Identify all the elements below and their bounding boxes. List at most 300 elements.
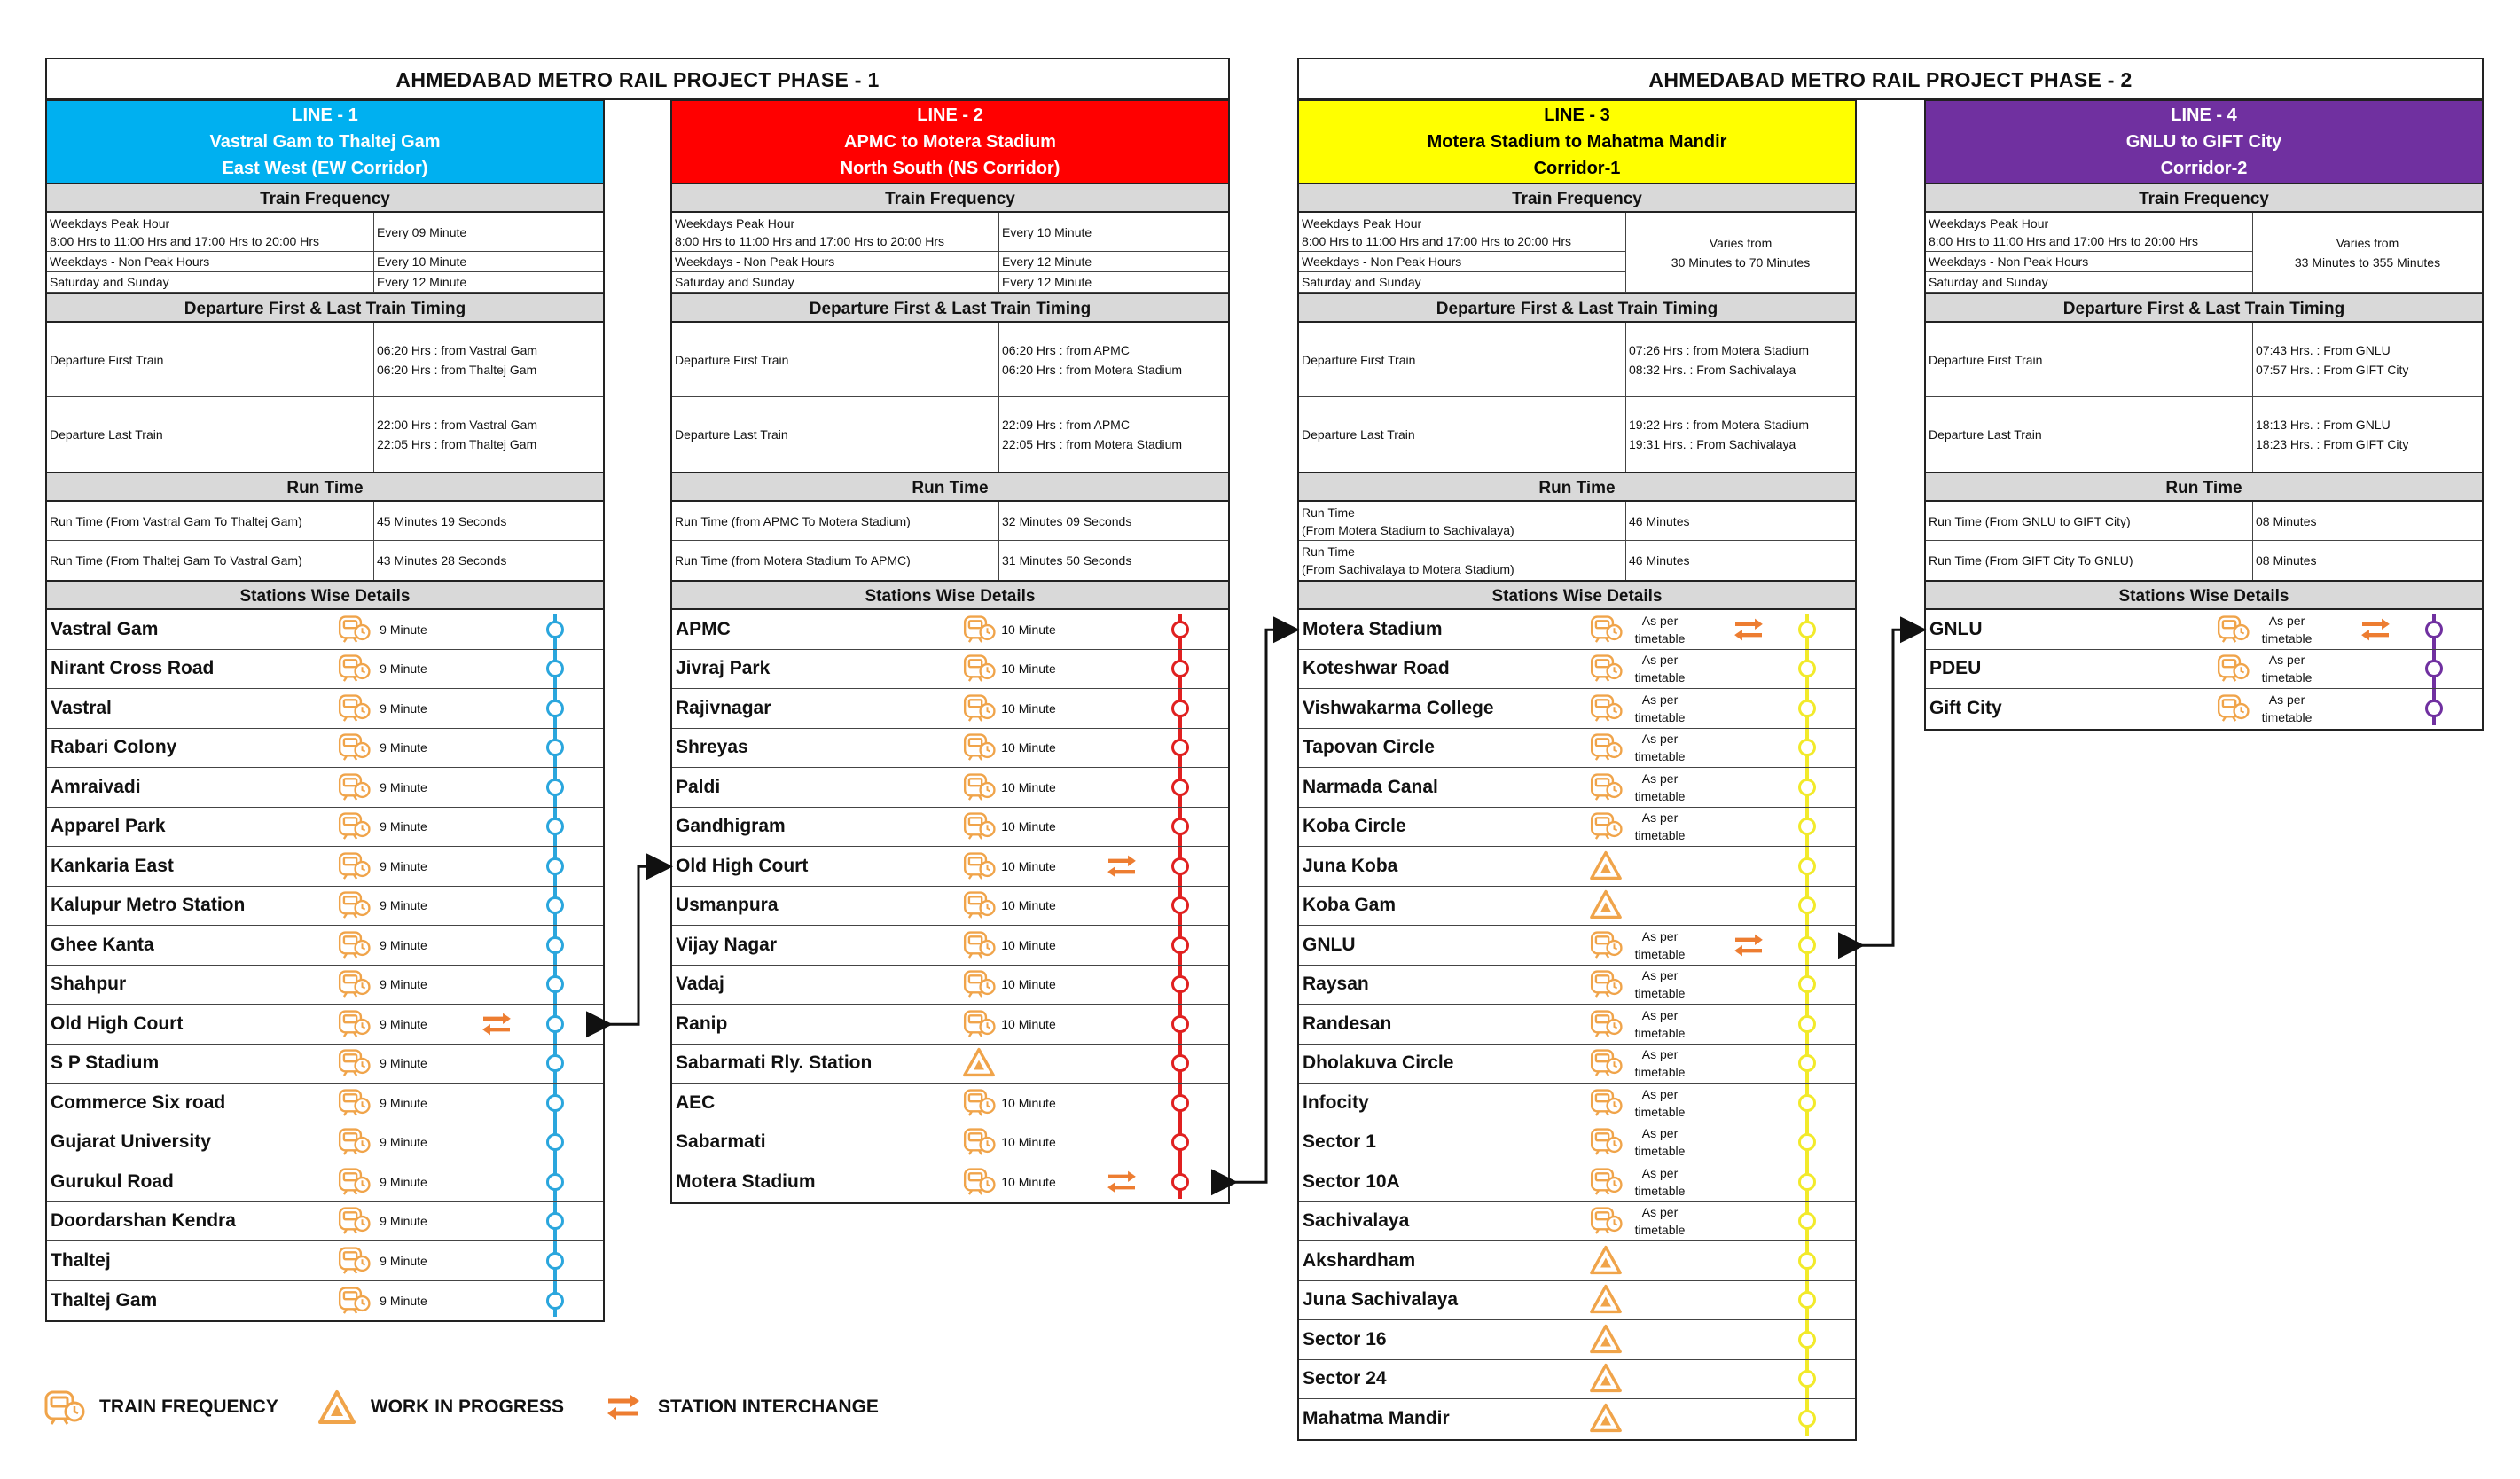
station-frequency [364, 768, 443, 807]
station-frequency-line: As per [1641, 653, 1679, 668]
train-clock-icon [1589, 653, 1623, 683]
station-row[interactable] [1299, 650, 1855, 690]
station-frequency [989, 610, 1068, 649]
station-row[interactable] [1299, 1123, 1855, 1163]
station-name: Sabarmati [676, 1131, 766, 1153]
train-timing-table [47, 323, 603, 472]
station-row[interactable] [47, 1241, 603, 1281]
station-frequency-line: 10 Minute [1001, 977, 1056, 992]
interchange-arrows-icon [603, 1392, 644, 1422]
station-row[interactable] [47, 887, 603, 927]
peak-hour-label [1299, 213, 1625, 252]
line-card-line1 [45, 99, 605, 1322]
station-row[interactable] [1299, 1045, 1855, 1084]
run-time-label-line: Run Time (from Motera Stadium To APMC) [675, 553, 911, 567]
station-row[interactable] [47, 1202, 603, 1242]
station-list [47, 610, 603, 1320]
station-row[interactable] [672, 808, 1228, 848]
station-row[interactable] [47, 689, 603, 729]
nonpeak-label: Weekdays - Non Peak Hours [1299, 252, 1625, 272]
station-name: Apparel Park [51, 816, 166, 837]
first-train-time: 06:20 Hrs : from APMC [1002, 342, 1130, 357]
station-row[interactable] [1299, 610, 1855, 650]
run-time-label-line: Run Time (From GIFT City To GNLU) [1929, 553, 2133, 567]
station-row[interactable] [1299, 1241, 1855, 1281]
station-row[interactable] [672, 610, 1228, 650]
train-clock-icon [1589, 1205, 1623, 1235]
line-header-text: Motera Stadium to Mahatma Mandir [1427, 132, 1727, 152]
first-train-values [1625, 323, 1855, 397]
line-header [1926, 101, 2482, 183]
station-frequency [989, 808, 1068, 847]
station-frequency [364, 1241, 443, 1280]
station-frequency-line: timetable [1634, 946, 1686, 961]
run-time-header: Run Time [1926, 472, 2482, 502]
station-node [546, 1252, 564, 1270]
station-node [1798, 1133, 1816, 1151]
station-row[interactable] [672, 966, 1228, 1006]
train-clock-icon [1589, 929, 1623, 959]
train-frequency-header: Train Frequency [47, 183, 603, 213]
station-name: Amraivadi [51, 776, 141, 797]
station-row[interactable] [1299, 1281, 1855, 1321]
run-time-label-line: Run Time (From Thaltej Gam To Vastral Gam) [50, 553, 302, 567]
run-time-table [1299, 502, 1855, 580]
station-name: Sector 16 [1303, 1328, 1387, 1350]
station-name: Sector 1 [1303, 1131, 1376, 1153]
station-node [546, 1212, 564, 1230]
line-header-text: GNLU to GIFT City [2125, 132, 2282, 152]
run-time-value: 08 Minutes [2252, 502, 2482, 541]
station-name: Old High Court [51, 1013, 184, 1034]
station-row[interactable] [47, 1123, 603, 1163]
run-time-label-line: Run Time (from APMC To Motera Stadium) [675, 513, 911, 528]
station-row[interactable] [1299, 689, 1855, 729]
line-header-text: Corridor-1 [1533, 159, 1621, 178]
station-frequency-line: timetable [1634, 630, 1686, 646]
station-row[interactable] [672, 650, 1228, 690]
station-frequency-line: As per [1641, 1165, 1679, 1180]
station-frequency-line: As per [1641, 1047, 1679, 1062]
station-frequency-line: 10 Minute [1001, 740, 1056, 755]
station-node [1171, 1094, 1189, 1112]
station-frequency [989, 926, 1068, 965]
station-status [1589, 1403, 1623, 1435]
last-train-time: 19:31 Hrs. : From Sachivalaya [1629, 437, 1796, 451]
station-interchange[interactable] [1102, 1169, 1141, 1195]
station-frequency-line: 9 Minute [380, 740, 427, 755]
station-row[interactable] [47, 610, 603, 650]
station-row[interactable] [1926, 689, 2482, 729]
station-row[interactable] [47, 729, 603, 769]
peak-hours-label: 8:00 Hrs to 11:00 Hrs and 17:00 Hrs to 20:00 Hrs [1302, 233, 1572, 248]
first-train-time: 06:20 Hrs : from Vastral Gam [377, 342, 538, 357]
station-node [2425, 660, 2443, 677]
last-train-label: Departure Last Train [675, 427, 788, 442]
last-train-time: 22:00 Hrs : from Vastral Gam [377, 418, 538, 432]
station-name: Vadaj [676, 974, 724, 995]
legend-item-wip [317, 1389, 564, 1425]
station-row[interactable] [47, 808, 603, 848]
frequency-merged-value [1625, 213, 1855, 293]
station-frequency [1624, 1045, 1695, 1084]
station-frequency [364, 1123, 443, 1162]
station-name: Mahatma Mandir [1303, 1408, 1450, 1429]
station-row[interactable] [1926, 650, 2482, 690]
station-frequency-line: As per [1641, 732, 1679, 747]
station-list [672, 610, 1228, 1202]
train-clock-icon [1589, 1008, 1623, 1038]
station-node [1798, 1094, 1816, 1112]
station-frequency [364, 808, 443, 847]
station-row[interactable] [47, 768, 603, 808]
station-status [2216, 693, 2250, 724]
line-card-line2 [670, 99, 1230, 1204]
run-time-label [1926, 541, 2252, 580]
weekend-frequency-value: Every 12 Minute [998, 272, 1228, 293]
first-train-values [998, 323, 1228, 397]
station-frequency-line: timetable [1634, 1183, 1686, 1198]
station-row[interactable] [1299, 1084, 1855, 1123]
train-clock-icon [1589, 1166, 1623, 1196]
station-frequency [364, 1084, 443, 1123]
station-row[interactable] [672, 689, 1228, 729]
station-frequency [1624, 650, 1695, 689]
station-node [1171, 1054, 1189, 1072]
station-frequency [1624, 1005, 1695, 1044]
peak-label: Weekdays Peak Hour [50, 215, 170, 231]
station-name: Akshardham [1303, 1249, 1416, 1271]
station-node [1798, 739, 1816, 756]
stations-header: Stations Wise Details [1299, 580, 1855, 610]
peak-hour-label [1926, 213, 2252, 252]
run-time-table [672, 502, 1228, 580]
station-node [1798, 896, 1816, 914]
phase-1-title: AHMEDABAD METRO RAIL PROJECT PHASE - 1 [395, 68, 880, 91]
station-frequency-line: As per [1641, 810, 1679, 826]
station-name: Ghee Kanta [51, 934, 154, 955]
station-name: Gift City [1929, 698, 2002, 719]
station-node [1798, 818, 1816, 835]
station-row[interactable] [47, 1005, 603, 1045]
run-time-table [1926, 502, 2482, 580]
station-frequency [364, 1281, 443, 1321]
run-time-header: Run Time [672, 472, 1228, 502]
weekend-label: Saturday and Sunday [47, 272, 373, 293]
connector-gnlu [1859, 630, 1921, 945]
line-header [47, 101, 603, 183]
interchange-arrows-icon [1102, 853, 1141, 880]
station-frequency [364, 966, 443, 1005]
first-train-label: Departure First Train [672, 323, 998, 397]
station-status [1589, 1284, 1623, 1316]
station-row[interactable] [47, 1084, 603, 1123]
station-frequency-line: timetable [1634, 670, 1686, 685]
run-time-label [47, 502, 373, 541]
station-node [546, 700, 564, 717]
station-status [1589, 929, 1623, 961]
station-status [1589, 1087, 1623, 1119]
station-row[interactable] [47, 966, 603, 1006]
station-frequency [2251, 689, 2322, 729]
last-train-time: 18:13 Hrs. : From GNLU [2256, 418, 2391, 432]
run-time-label [672, 502, 998, 541]
station-name: Vastral [51, 697, 112, 718]
station-name: Sachivalaya [1303, 1210, 1410, 1232]
legend-item-interchange [603, 1392, 879, 1422]
station-list [1299, 610, 1855, 1439]
peak-frequency-value: Every 09 Minute [373, 213, 603, 252]
station-row[interactable] [672, 729, 1228, 769]
station-node [1798, 975, 1816, 993]
station-name: Gurukul Road [51, 1170, 174, 1192]
station-frequency-line: 9 Minute [380, 977, 427, 992]
station-name: Sabarmati Rly. Station [676, 1053, 873, 1074]
station-row[interactable] [672, 1162, 1228, 1202]
station-frequency-line: As per [1641, 1205, 1679, 1220]
weekend-label: Saturday and Sunday [1926, 272, 2252, 293]
station-frequency [989, 1084, 1068, 1123]
work-in-progress-icon [1589, 850, 1623, 880]
station-name: Koba Circle [1303, 816, 1406, 837]
station-row[interactable] [47, 1045, 603, 1084]
station-node [1798, 1370, 1816, 1388]
train-clock-icon [43, 1389, 85, 1426]
station-node [1798, 1410, 1816, 1428]
last-train-time: 22:05 Hrs : from Motera Stadium [1002, 437, 1183, 451]
station-node [1798, 857, 1816, 875]
station-frequency-line: 9 Minute [380, 898, 427, 913]
station-row[interactable] [1299, 1162, 1855, 1202]
frequency-merged-line: 33 Minutes to 355 Minutes [2294, 254, 2441, 270]
run-time-table [47, 502, 603, 580]
station-frequency [364, 650, 443, 689]
line-header [1299, 101, 1855, 183]
station-row[interactable] [1926, 610, 2482, 650]
interchange-arrows-icon [1729, 616, 1768, 643]
station-node [1798, 1173, 1816, 1191]
station-node [1798, 1331, 1816, 1349]
station-row[interactable] [47, 847, 603, 887]
work-in-progress-icon [1589, 1324, 1623, 1354]
train-frequency-table [1926, 213, 2482, 293]
run-time-label [47, 541, 373, 580]
station-row[interactable] [1299, 966, 1855, 1006]
first-train-time: 07:43 Hrs. : From GNLU [2256, 342, 2391, 357]
station-name: Narmada Canal [1303, 776, 1438, 797]
first-train-time: 06:20 Hrs : from Thaltej Gam [377, 362, 537, 377]
station-node [1171, 1173, 1189, 1191]
station-frequency-line: As per [1641, 928, 1679, 943]
last-train-values [998, 397, 1228, 472]
station-row[interactable] [672, 1045, 1228, 1084]
station-name: S P Stadium [51, 1053, 160, 1074]
station-name: Shahpur [51, 974, 127, 995]
train-frequency-table [47, 213, 603, 293]
stations-header: Stations Wise Details [672, 580, 1228, 610]
station-status [1589, 771, 1623, 803]
station-interchange[interactable] [1729, 932, 1768, 959]
station-node [1798, 1291, 1816, 1309]
station-frequency [989, 966, 1068, 1005]
station-row[interactable] [47, 926, 603, 966]
station-row[interactable] [672, 887, 1228, 927]
nonpeak-frequency-value: Every 10 Minute [373, 252, 603, 272]
station-status [1589, 1126, 1623, 1158]
train-clock-icon [1589, 1126, 1623, 1156]
station-frequency [989, 887, 1068, 926]
station-status [1589, 889, 1623, 921]
station-frequency [989, 1123, 1068, 1162]
station-frequency-line: timetable [1634, 1025, 1686, 1040]
station-node [1798, 621, 1816, 638]
station-frequency [989, 847, 1068, 886]
station-frequency-line: As per [1641, 968, 1679, 983]
station-row[interactable] [1299, 926, 1855, 966]
station-row[interactable] [1299, 847, 1855, 887]
connector-old-high-court [607, 866, 668, 1024]
station-frequency-line: 9 Minute [380, 1293, 427, 1308]
station-row[interactable] [672, 926, 1228, 966]
station-node [2425, 700, 2443, 717]
station-name: Gujarat University [51, 1131, 211, 1153]
line-card-line4 [1924, 99, 2484, 731]
nonpeak-frequency-value: Every 12 Minute [998, 252, 1228, 272]
station-node [546, 1292, 564, 1310]
train-timing-header: Departure First & Last Train Timing [672, 293, 1228, 323]
station-frequency [2251, 610, 2322, 649]
station-node [546, 1015, 564, 1033]
station-row[interactable] [672, 1084, 1228, 1123]
station-frequency [1624, 610, 1695, 649]
station-frequency-line: 10 Minute [1001, 937, 1056, 952]
station-row[interactable] [1299, 1320, 1855, 1360]
run-time-value: 32 Minutes 09 Seconds [998, 502, 1228, 541]
run-time-label [1299, 502, 1625, 541]
work-in-progress-icon [1589, 1245, 1623, 1275]
station-row[interactable] [1299, 1005, 1855, 1045]
station-name: Commerce Six road [51, 1092, 226, 1113]
station-frequency [1624, 768, 1695, 807]
train-clock-icon [1589, 732, 1623, 762]
run-time-label-line: (From Sachivalaya to Motera Stadium) [1302, 562, 1514, 576]
station-row[interactable] [672, 1005, 1228, 1045]
station-row[interactable] [47, 1162, 603, 1202]
station-row[interactable] [47, 1281, 603, 1321]
weekend-label: Saturday and Sunday [1299, 272, 1625, 293]
station-interchange[interactable] [1729, 616, 1768, 643]
station-frequency [2251, 650, 2322, 689]
station-frequency-line: As per [1641, 771, 1679, 786]
line-header-text: East West (EW Corridor) [222, 159, 428, 178]
station-row[interactable] [672, 1123, 1228, 1163]
station-frequency [989, 729, 1068, 768]
line-header-text: North South (NS Corridor) [840, 159, 1060, 178]
frequency-merged-line: 30 Minutes to 70 Minutes [1671, 254, 1811, 270]
station-frequency [364, 689, 443, 728]
station-status [1589, 1166, 1623, 1198]
work-in-progress-icon [1589, 1284, 1623, 1314]
line-header-text: LINE - 3 [1544, 106, 1610, 125]
station-name: Nirant Cross Road [51, 658, 215, 679]
last-train-time: 18:23 Hrs. : From GIFT City [2256, 437, 2409, 451]
station-frequency-line: timetable [2261, 670, 2313, 685]
frequency-merged-line: Varies from [2336, 235, 2399, 250]
station-frequency-line: As per [1641, 613, 1679, 628]
station-frequency-line: 9 Minute [380, 1135, 427, 1150]
station-row[interactable] [1299, 1399, 1855, 1439]
station-name: Usmanpura [676, 895, 779, 916]
peak-frequency-value: Every 10 Minute [998, 213, 1228, 252]
station-status [1589, 653, 1623, 685]
station-interchange[interactable] [1102, 853, 1141, 880]
station-interchange[interactable] [477, 1011, 516, 1037]
last-train-label: Departure Last Train [1302, 427, 1415, 442]
station-status [1589, 732, 1623, 763]
line-header-text: Corridor-2 [2160, 159, 2248, 178]
station-row[interactable] [672, 768, 1228, 808]
train-timing-table [672, 323, 1228, 472]
station-node [1798, 660, 1816, 677]
station-status [1589, 614, 1623, 646]
station-frequency-line: timetable [1634, 788, 1686, 803]
station-row[interactable] [47, 650, 603, 690]
station-frequency-line: 9 Minute [380, 661, 427, 677]
peak-hour-label [672, 213, 998, 252]
last-train-time: 22:09 Hrs : from APMC [1002, 418, 1130, 432]
station-frequency [989, 1162, 1068, 1202]
station-row[interactable] [1299, 1202, 1855, 1242]
station-frequency-line: As per [2268, 693, 2305, 708]
station-frequency [1624, 689, 1695, 728]
station-frequency-line: timetable [1634, 1065, 1686, 1080]
train-timing-table [1926, 323, 2482, 472]
run-time-label [1299, 541, 1625, 580]
station-row[interactable] [1299, 808, 1855, 848]
station-node [1798, 700, 1816, 717]
station-row[interactable] [1299, 768, 1855, 808]
train-clock-icon [1589, 1087, 1623, 1117]
station-node [1171, 857, 1189, 875]
station-name: Koteshwar Road [1303, 658, 1450, 679]
station-frequency-line: timetable [1634, 749, 1686, 764]
peak-hours-label: 8:00 Hrs to 11:00 Hrs and 17:00 Hrs to 20:00 Hrs [50, 233, 320, 248]
station-row[interactable] [1299, 729, 1855, 769]
station-frequency [364, 887, 443, 926]
station-node [1171, 779, 1189, 796]
run-time-value: 31 Minutes 50 Seconds [998, 541, 1228, 580]
station-frequency-line: timetable [1634, 709, 1686, 724]
interchange-arrows-icon [2356, 616, 2395, 643]
station-row[interactable] [672, 847, 1228, 887]
interchange-arrows-icon [1729, 932, 1768, 959]
station-name: Randesan [1303, 1013, 1392, 1034]
station-status [1589, 1008, 1623, 1040]
station-frequency [1624, 926, 1695, 965]
station-node [546, 660, 564, 677]
station-name: Tapovan Circle [1303, 737, 1435, 758]
last-train-values [1625, 397, 1855, 472]
station-row[interactable] [1299, 887, 1855, 927]
nonpeak-label: Weekdays - Non Peak Hours [672, 252, 998, 272]
first-train-time: 06:20 Hrs : from Motera Stadium [1002, 362, 1183, 377]
run-time-label-line: (From Motera Stadium to Sachivalaya) [1302, 522, 1514, 537]
station-interchange[interactable] [2356, 616, 2395, 643]
last-train-time: 19:22 Hrs : from Motera Stadium [1629, 418, 1810, 432]
station-row[interactable] [1299, 1360, 1855, 1400]
station-status [1589, 850, 1623, 882]
station-name: Shreyas [676, 737, 748, 758]
